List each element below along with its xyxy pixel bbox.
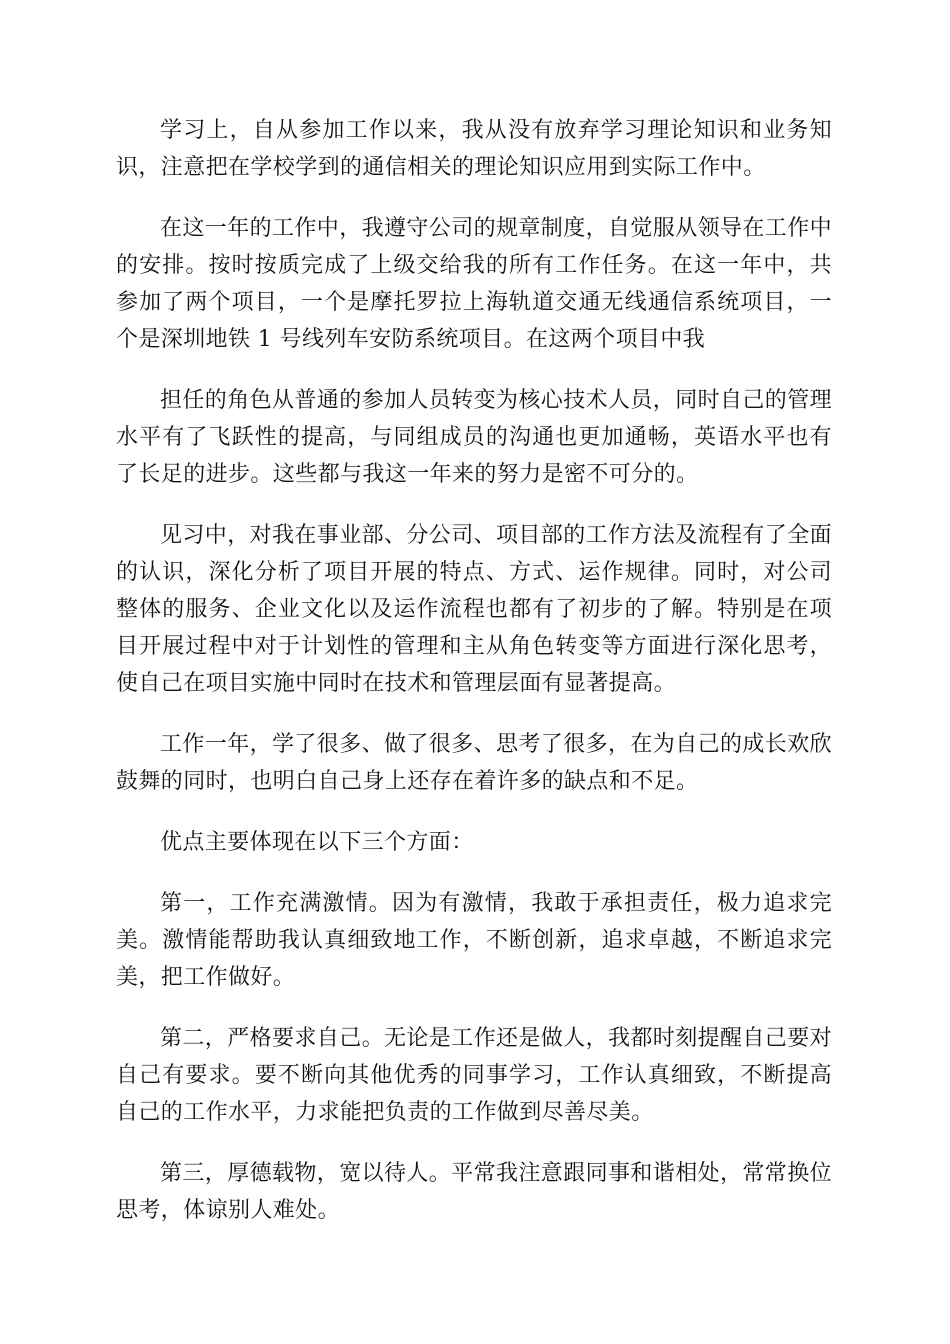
paragraph-strength-two: 第二，严格要求自己。无论是工作还是做人，我都时刻提醒自己要对自己有要求。要不断向其他优秀的同事学习，工作认真细致，不断提高自己的工作水平，力求能把负责的工作做到尽善尽美。 — [116, 1026, 833, 1125]
document-body — [116, 112, 832, 1253]
paragraph-internship: 见习中，对我在事业部、分公司、项目部的工作方法及流程有了全面的认识，深化分析了项目开展的特点、方式、运作规律。同时，对公司整体的服务、企业文化以及运作流程也都有了初步的了解。特别是在项目开展过程中对于计划性的管理和主从角色转变等方面进行深化思考，使自己在项目实施中同时在技术和管理层面有显著提高。 — [116, 523, 833, 696]
paragraph-role: 担任的角色从普通的参加人员转变为核心技术人员，同时自己的管理水平有了飞跃性的提高，与同组成员的沟通也更加通畅，英语水平也有了长足的进步。这些都与我这一年来的努力是密不可分的。 — [116, 388, 833, 487]
paragraph-strengths-intro: 优点主要体现在以下三个方面： — [160, 830, 474, 855]
paragraph-strength-three: 第三，厚德载物，宽以待人。平常我注意跟同事和谐相处，常常换位思考，体谅别人难处。 — [116, 1161, 833, 1223]
paragraph-reflection: 工作一年，学了很多、做了很多、思考了很多，在为自己的成长欢欣鼓舞的同时，也明白自己身上还存在着许多的缺点和不足。 — [116, 732, 833, 794]
paragraph-strength-one: 第一，工作充满激情。因为有激情，我敢于承担责任，极力追求完美。激情能帮助我认真细致地工作，不断创新，追求卓越，不断追求完美，把工作做好。 — [116, 891, 832, 990]
paragraph-study: 学习上，自从参加工作以来，我从没有放弃学习理论知识和业务知识，注意把在学校学到的通信相关的理论知识应用到实际工作中。 — [116, 118, 832, 180]
paragraph-year-work: 在这一年的工作中，我遵守公司的规章制度，自觉服从领导在工作中的安排。按时按质完成了上级交给我的所有工作任务。在这一年中，共参加了两个项目，一个是摩托罗拉上海轨道交通无线通信系统项目，一个是深圳地铁 1 号线列车安防系统项目。在这两个项目中我 — [116, 216, 833, 352]
